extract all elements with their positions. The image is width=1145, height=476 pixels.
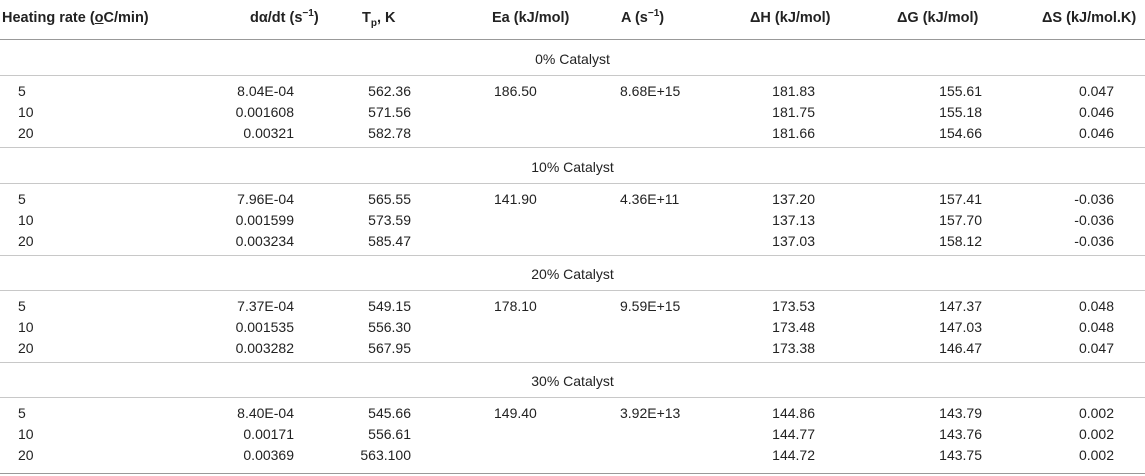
header-ea: Ea (kJ/mol) <box>492 10 570 26</box>
table-cell: 181.75 <box>772 104 815 120</box>
table-cell: 556.30 <box>368 319 411 335</box>
table-cell: 0.002 <box>1078 426 1114 442</box>
table-row <box>0 423 1145 445</box>
table-cell: 144.86 <box>772 405 815 421</box>
table-cell: 186.50 <box>494 83 537 99</box>
table-cell: 173.48 <box>772 319 815 335</box>
table-cell: 556.61 <box>368 426 411 442</box>
table-row <box>0 209 1145 231</box>
table-cell: 20 <box>18 340 34 356</box>
table-cell: 137.20 <box>772 191 815 207</box>
table-cell: 0.00171 <box>243 426 294 442</box>
table-row <box>0 337 1145 359</box>
table-cell: 567.95 <box>368 340 411 356</box>
table-cell: 0.046 <box>1078 104 1114 120</box>
table-cell: -0.036 <box>1074 212 1114 228</box>
group-divider <box>0 290 1145 291</box>
table-cell: 0.046 <box>1078 125 1114 141</box>
table-row <box>0 444 1145 466</box>
table-cell: 5 <box>18 191 26 207</box>
table-row <box>0 188 1145 210</box>
table-cell: 545.66 <box>368 405 411 421</box>
table-cell: 143.76 <box>939 426 982 442</box>
table-cell: 0.001599 <box>235 212 294 228</box>
table-cell: 0.001608 <box>235 104 294 120</box>
table-cell: 141.90 <box>494 191 537 207</box>
table-cell: 144.72 <box>772 447 815 463</box>
table-row <box>0 402 1145 424</box>
table-cell: -0.036 <box>1074 233 1114 249</box>
table-cell: 563.100 <box>360 447 411 463</box>
table-cell: 178.10 <box>494 298 537 314</box>
table-cell: 149.40 <box>494 405 537 421</box>
table-row <box>0 80 1145 102</box>
table-cell: 562.36 <box>368 83 411 99</box>
table-cell: 147.37 <box>939 298 982 314</box>
table-cell: 173.53 <box>772 298 815 314</box>
table-cell: 8.40E-04 <box>237 405 294 421</box>
table-cell: 173.38 <box>772 340 815 356</box>
table-cell: 157.41 <box>939 191 982 207</box>
table-cell: 155.61 <box>939 83 982 99</box>
table-cell: 0.048 <box>1078 298 1114 314</box>
group-separator <box>0 362 1145 363</box>
table-cell: 571.56 <box>368 104 411 120</box>
table-cell: 137.03 <box>772 233 815 249</box>
header-tp: $T_p$, K <box>362 10 396 29</box>
table-cell: 0.003282 <box>235 340 294 356</box>
group-label: 30% Catalyst <box>531 373 614 389</box>
table-cell: 181.66 <box>772 125 815 141</box>
table-cell: 0.003234 <box>235 233 294 249</box>
table-cell: 5 <box>18 83 26 99</box>
table-cell: 0.047 <box>1078 340 1114 356</box>
table-row <box>0 122 1145 144</box>
table-cell: 20 <box>18 447 34 463</box>
group-separator <box>0 255 1145 256</box>
table-cell: 137.13 <box>772 212 815 228</box>
table-cell: 549.15 <box>368 298 411 314</box>
header-dg: ΔG (kJ/mol) <box>897 10 979 26</box>
table-cell: 7.96E-04 <box>237 191 294 207</box>
group-label: 10% Catalyst <box>531 159 614 175</box>
group-divider <box>0 183 1145 184</box>
table-cell: 565.55 <box>368 191 411 207</box>
table-cell: 5 <box>18 298 26 314</box>
table-cell: 0.002 <box>1078 405 1114 421</box>
table-cell: 8.04E-04 <box>237 83 294 99</box>
group-label: 0% Catalyst <box>535 51 610 67</box>
header-heating-rate: Heating rate (oC/min) <box>2 10 149 26</box>
table-cell: 157.70 <box>939 212 982 228</box>
group-divider <box>0 397 1145 398</box>
table-cell: 146.47 <box>939 340 982 356</box>
table-cell: 9.59E+15 <box>620 298 681 314</box>
table-cell: 144.77 <box>772 426 815 442</box>
table-row <box>0 295 1145 317</box>
header-row <box>0 7 1145 29</box>
group-separator <box>0 147 1145 148</box>
group-divider <box>0 75 1145 76</box>
header-a: A $(s^{-1})$ <box>621 8 665 26</box>
header-divider <box>0 39 1145 40</box>
table-cell: 143.79 <box>939 405 982 421</box>
table-cell: 0.048 <box>1078 319 1114 335</box>
table-cell: 154.66 <box>939 125 982 141</box>
table-cell: 158.12 <box>939 233 982 249</box>
table-cell: 181.83 <box>772 83 815 99</box>
header-ds: ΔS (kJ/mol.K) <box>1042 10 1137 26</box>
table-cell: 20 <box>18 125 34 141</box>
table-cell: 10 <box>18 426 34 442</box>
table-cell: -0.036 <box>1074 191 1114 207</box>
table-cell: 0.002 <box>1078 447 1114 463</box>
table-cell: 10 <box>18 319 34 335</box>
table-cell: 0.047 <box>1078 83 1114 99</box>
table-cell: 8.68E+15 <box>620 83 681 99</box>
header-dh: ΔH (kJ/mol) <box>750 10 831 26</box>
table-cell: 143.75 <box>939 447 982 463</box>
table-cell: 582.78 <box>368 125 411 141</box>
table-bottom-border <box>0 473 1145 474</box>
table-cell: 0.001535 <box>235 319 294 335</box>
table-cell: 10 <box>18 212 34 228</box>
table-cell: 4.36E+11 <box>620 191 680 207</box>
table-row <box>0 316 1145 338</box>
table-cell: 3.92E+13 <box>620 405 681 421</box>
header-dadt: dα/dt $(s^{-1})$ <box>250 8 319 26</box>
table-cell: 147.03 <box>939 319 982 335</box>
table-cell: 155.18 <box>939 104 982 120</box>
table-row <box>0 101 1145 123</box>
table-row <box>0 230 1145 252</box>
table-cell: 7.37E-04 <box>237 298 294 314</box>
table-cell: 0.00369 <box>243 447 294 463</box>
table-cell: 10 <box>18 104 34 120</box>
group-label: 20% Catalyst <box>531 266 614 282</box>
table-cell: 573.59 <box>368 212 411 228</box>
table-cell: 0.00321 <box>243 125 294 141</box>
table-cell: 20 <box>18 233 34 249</box>
table-cell: 5 <box>18 405 26 421</box>
table-cell: 585.47 <box>368 233 411 249</box>
